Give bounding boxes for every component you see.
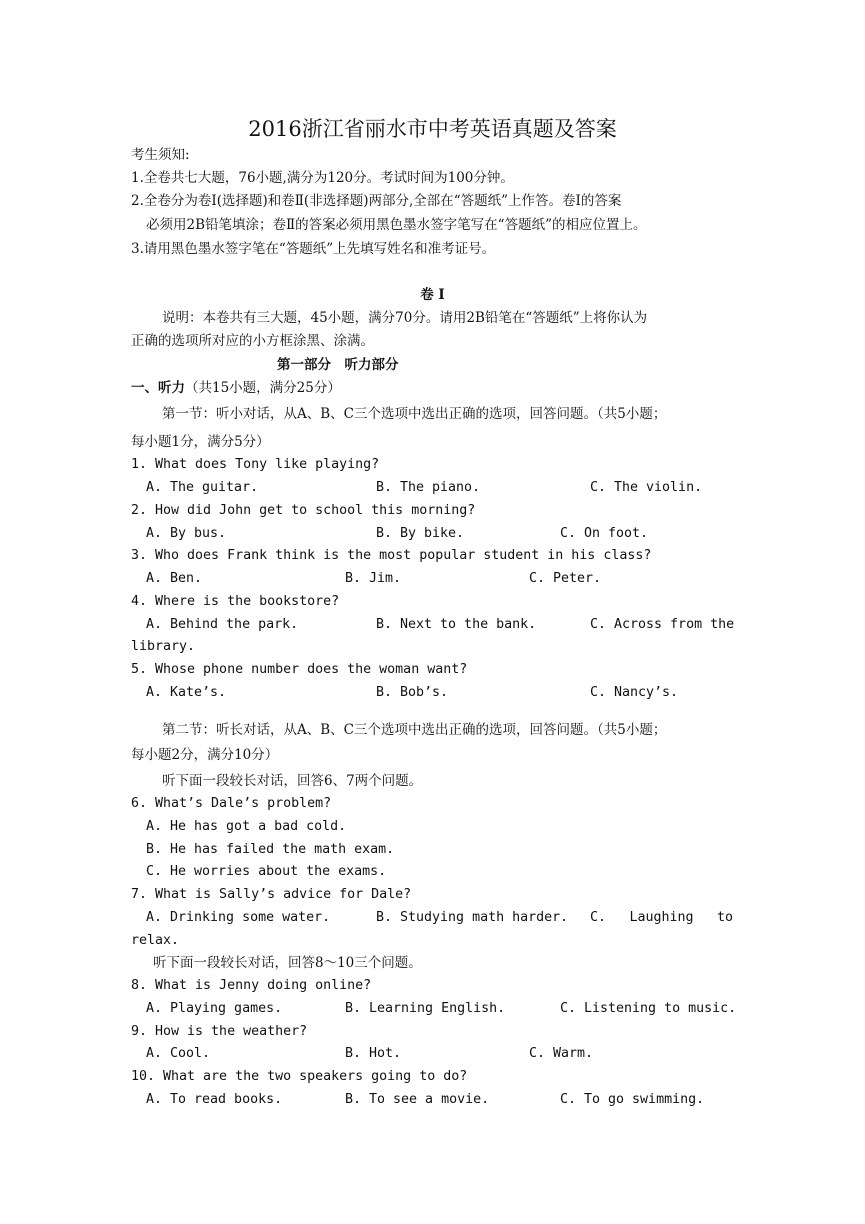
- dialogue-intro-6-7: 听下面一段较长对话，回答6、7两个问题。: [162, 773, 423, 789]
- q3-option-b: B. Jim.: [345, 571, 402, 586]
- notice-item-1: 1.全卷共七大题，76小题,满分为120分。考试时间为100分钟。: [131, 170, 514, 186]
- q2-option-b: B. By bike.: [376, 526, 465, 541]
- q6-option-b: B. He has failed the math exam.: [146, 842, 395, 857]
- q1-option-b: B. The piano.: [376, 480, 481, 495]
- question-7: 7. What is Sally’s advice for Dale?: [131, 887, 412, 902]
- q7-option-a: A. Drinking some water.: [146, 910, 331, 925]
- notice-item-2-cont: 必须用2B铅笔填涂；卷Ⅱ的答案必须用黑色墨水签字笔写在“答题纸”的相应位置上。: [146, 217, 647, 233]
- q3-option-c: C. Peter.: [529, 571, 602, 586]
- section-one-instruction-cont: 每小题1分，满分5分）: [131, 434, 270, 450]
- question-5: 5. Whose phone number does the woman want?: [131, 662, 468, 677]
- q10-option-b: B. To see a movie.: [345, 1092, 490, 1107]
- q8-option-a: A. Playing games.: [146, 1001, 283, 1016]
- question-4: 4. Where is the bookstore?: [131, 594, 340, 609]
- question-9: 9. How is the weather?: [131, 1024, 308, 1039]
- q8-option-b: B. Learning English.: [345, 1001, 506, 1016]
- section-two-instruction: 第二节：听长对话，从A、B、C三个选项中选出正确的选项，回答问题。（共5小题；: [162, 722, 667, 738]
- q5-option-b: B. Bob’s.: [376, 685, 449, 700]
- q1-option-c: C. The violin.: [590, 480, 703, 495]
- q9-option-b: B. Hot.: [345, 1046, 402, 1061]
- q1-option-a: A. The guitar.: [146, 480, 259, 495]
- q4-option-c-cont: library.: [131, 639, 196, 654]
- notice-item-2: 2.全卷分为卷Ⅰ(选择题)和卷Ⅱ(非选择题)两部分,全部在“答题纸”上作答。卷Ⅰ的答案: [131, 193, 622, 209]
- question-6: 6. What’s Dale’s problem?: [131, 796, 332, 811]
- question-8: 8. What is Jenny doing online?: [131, 978, 372, 993]
- section-two-instruction-cont: 每小题2分，满分10分）: [131, 747, 279, 763]
- listening-heading-note: （共15小题，满分25分）: [185, 380, 341, 396]
- q10-option-c: C. To go swimming.: [560, 1092, 705, 1107]
- q10-option-a: A. To read books.: [146, 1092, 283, 1107]
- q7-option-b: B. Studying math harder.: [376, 910, 569, 925]
- explanation-line-2: 正确的选项所对应的小方框涂黑、涂满。: [131, 333, 374, 349]
- volume-heading: 卷 Ⅰ: [420, 287, 445, 303]
- question-1: 1. What does Tony like playing?: [131, 457, 380, 472]
- q2-option-a: A. By bus.: [146, 526, 227, 541]
- dialogue-intro-8-10: 听下面一段较长对话，回答8～10三个问题。: [153, 955, 422, 971]
- question-2: 2. How did John get to school this morning?: [131, 503, 476, 518]
- q6-option-c: C. He worries about the exams.: [146, 864, 387, 879]
- q2-option-c: C. On foot.: [560, 526, 649, 541]
- notice-heading: 考生须知:: [131, 147, 190, 163]
- q8-option-c: C. Listening to music.: [560, 1001, 737, 1016]
- q3-option-a: A. Ben.: [146, 571, 203, 586]
- q7-option-c-cont: relax.: [131, 933, 180, 948]
- explanation-line-1: 说明：本卷共有三大题，45小题，满分70分。请用2B铅笔在“答题纸”上将你认为: [162, 310, 648, 326]
- page-title: 2016浙江省丽水市中考英语真题及答案: [248, 117, 617, 141]
- q5-option-a: A. Kate’s.: [146, 685, 227, 700]
- listening-heading-label: 一、听力: [131, 380, 185, 396]
- q5-option-c: C. Nancy’s.: [590, 685, 679, 700]
- section-one-instruction: 第一节：听小对话，从A、B、C三个选项中选出正确的选项，回答问题。（共5小题；: [162, 406, 667, 422]
- q9-option-a: A. Cool.: [146, 1046, 211, 1061]
- q9-option-c: C. Warm.: [529, 1046, 594, 1061]
- part-one-heading: 第一部分 听力部分: [277, 357, 399, 373]
- q6-option-a: A. He has got a bad cold.: [146, 819, 347, 834]
- q4-option-c: C. Across from the: [590, 617, 735, 632]
- notice-item-3: 3.请用黑色墨水签字笔在“答题纸”上先填写姓名和准考证号。: [131, 241, 496, 257]
- question-3: 3. Who does Frank think is the most popular student in his class?: [131, 548, 652, 563]
- q7-option-c: C. Laughing to: [590, 910, 733, 925]
- q4-option-a: A. Behind the park.: [146, 617, 299, 632]
- listening-heading: [131, 379, 341, 397]
- q4-option-b: B. Next to the bank.: [376, 617, 537, 632]
- question-10: 10. What are the two speakers going to do?: [131, 1069, 468, 1084]
